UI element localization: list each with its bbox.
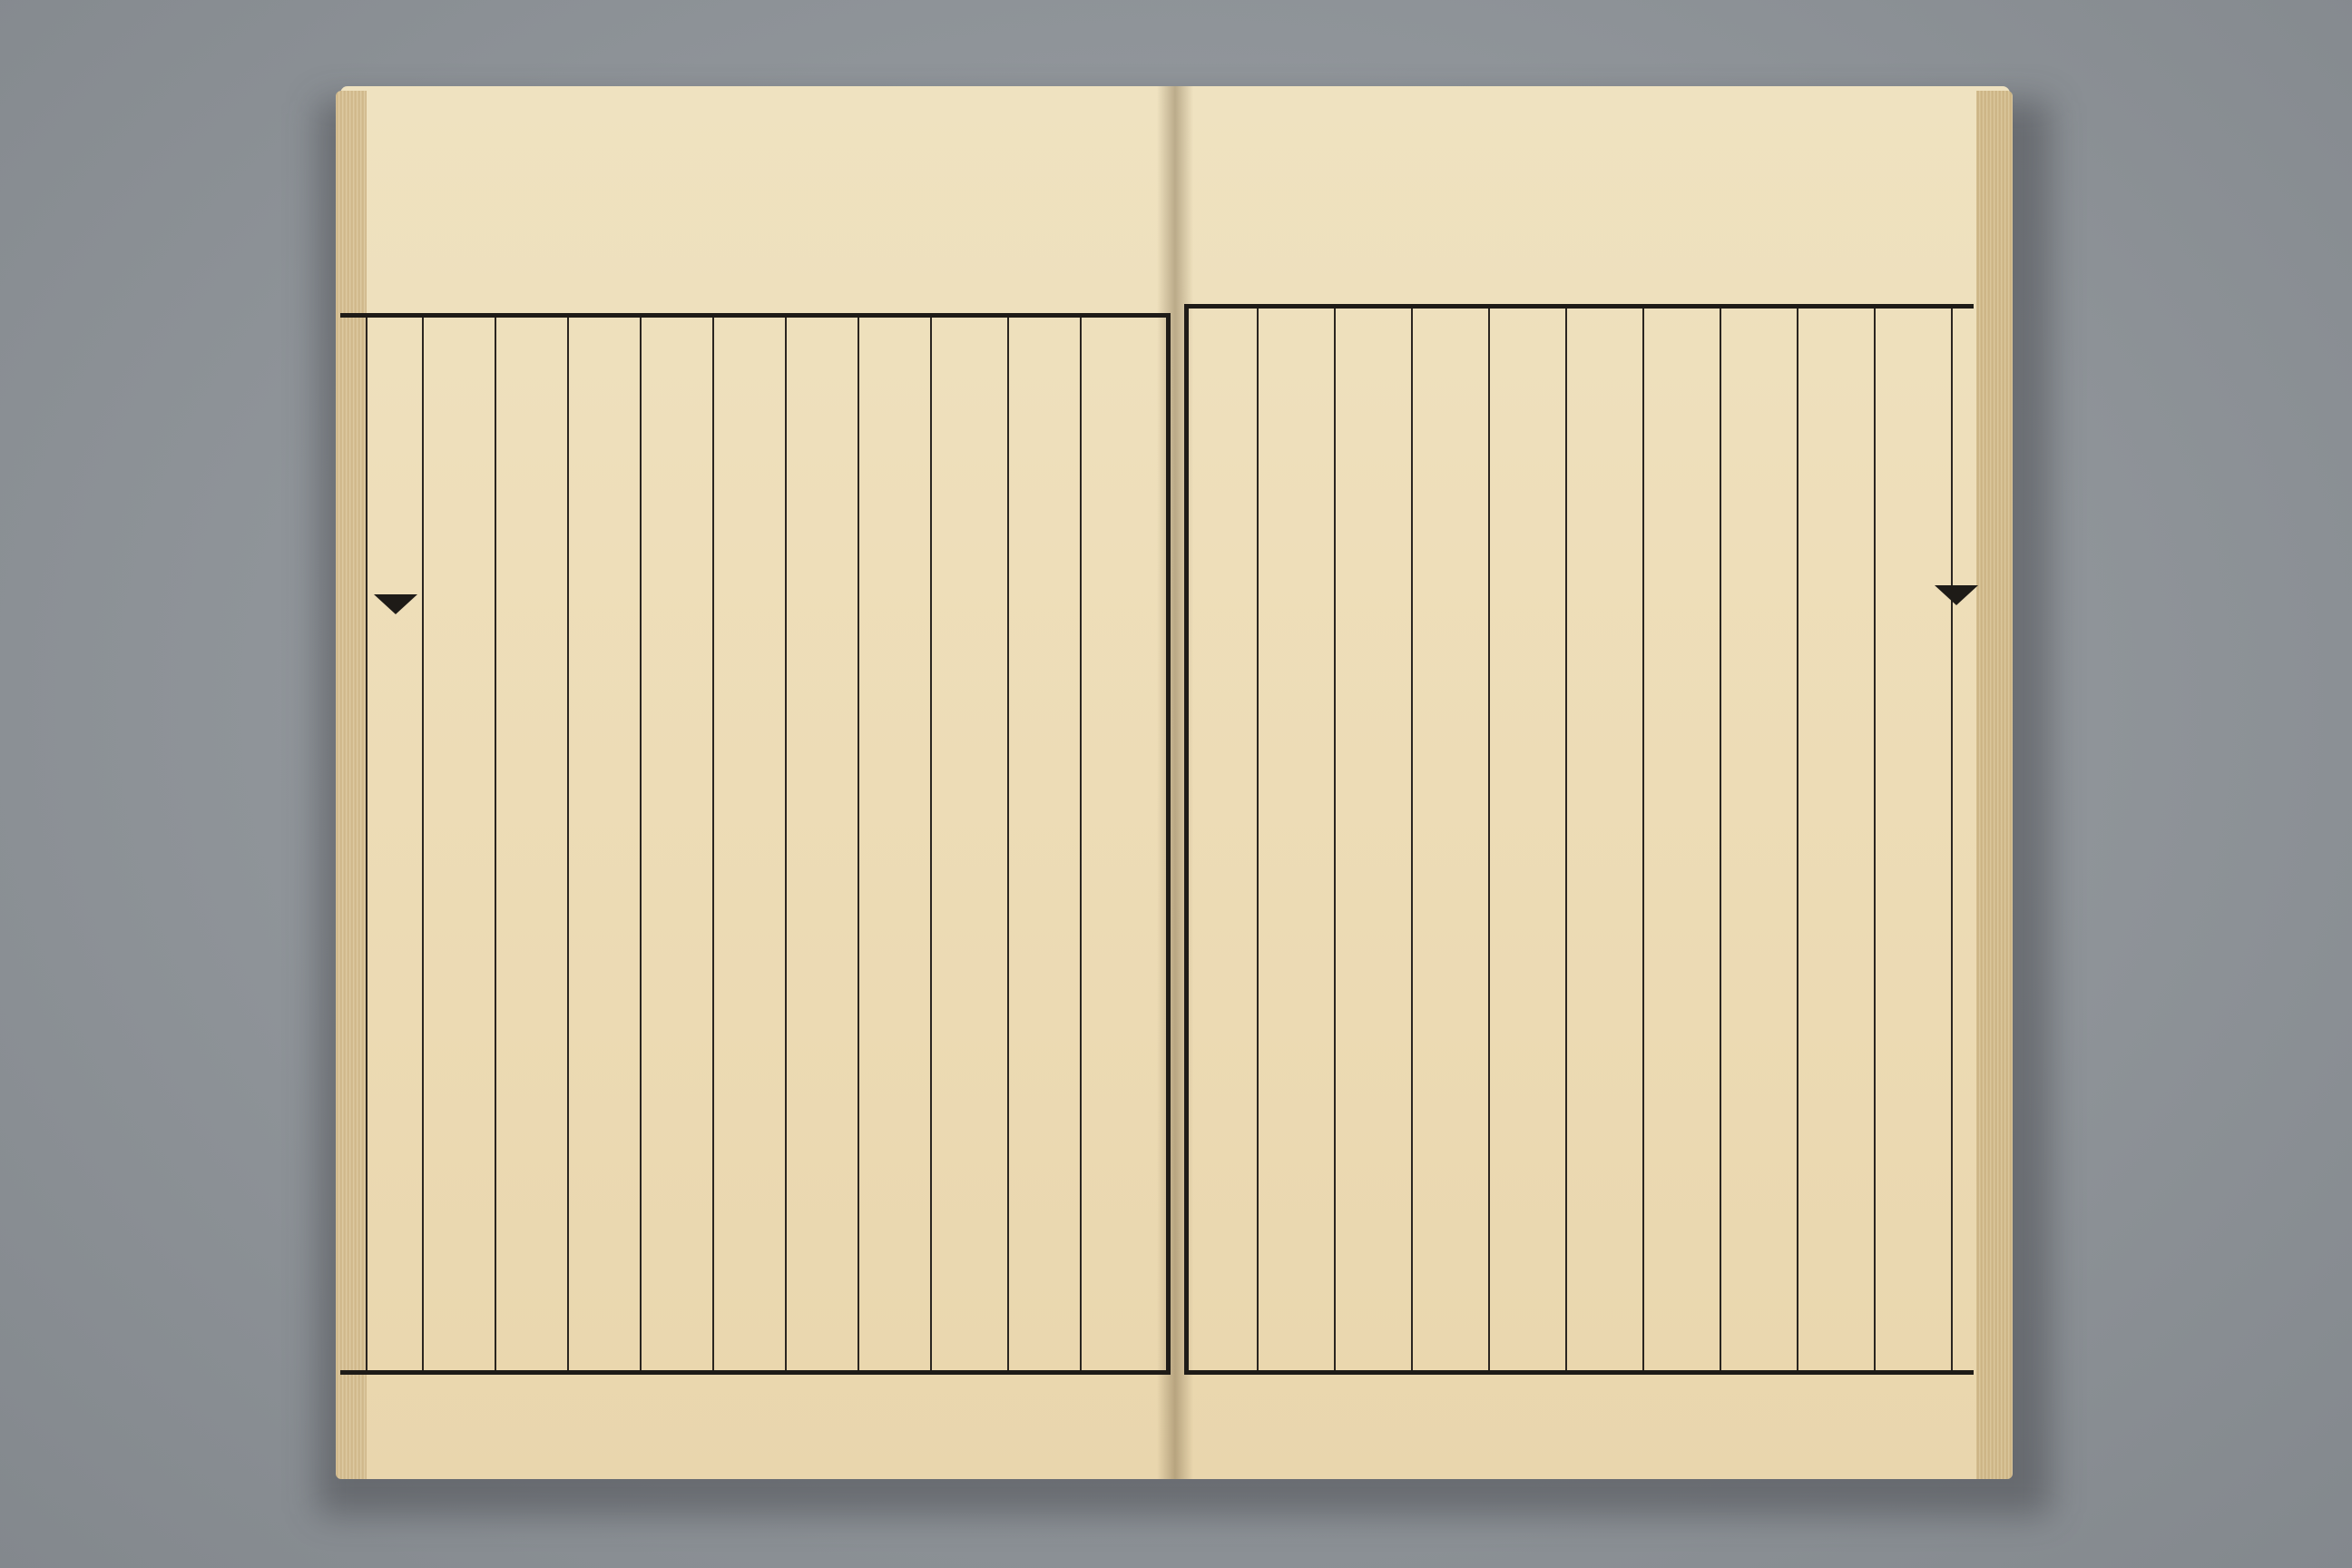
column-rule bbox=[495, 318, 496, 1370]
left-banxin-rule bbox=[422, 318, 424, 1370]
column-rule bbox=[785, 318, 787, 1370]
column-rule bbox=[1797, 309, 1798, 1370]
column-rule bbox=[1642, 309, 1644, 1370]
left-fishtail-icon bbox=[374, 594, 417, 614]
column-rule bbox=[930, 318, 932, 1370]
right-banxin-rule bbox=[1951, 309, 1953, 1370]
column-rule bbox=[567, 318, 569, 1370]
column-rule bbox=[640, 318, 642, 1370]
column-rule bbox=[1334, 309, 1336, 1370]
right-text-frame bbox=[1184, 304, 1974, 1375]
column-rule bbox=[1874, 309, 1876, 1370]
left-banxin-rule bbox=[366, 318, 368, 1370]
right-page-edges bbox=[1976, 91, 2013, 1479]
column-rule bbox=[1720, 309, 1721, 1370]
column-rule bbox=[1257, 309, 1259, 1370]
right-fishtail-icon bbox=[1935, 585, 1978, 605]
column-rule bbox=[1565, 309, 1567, 1370]
column-rule bbox=[1488, 309, 1490, 1370]
column-rule bbox=[712, 318, 714, 1370]
column-rule bbox=[858, 318, 859, 1370]
column-rule bbox=[1080, 318, 1082, 1370]
column-rule bbox=[1007, 318, 1009, 1370]
left-text-frame bbox=[340, 313, 1171, 1375]
column-rule bbox=[1411, 309, 1413, 1370]
